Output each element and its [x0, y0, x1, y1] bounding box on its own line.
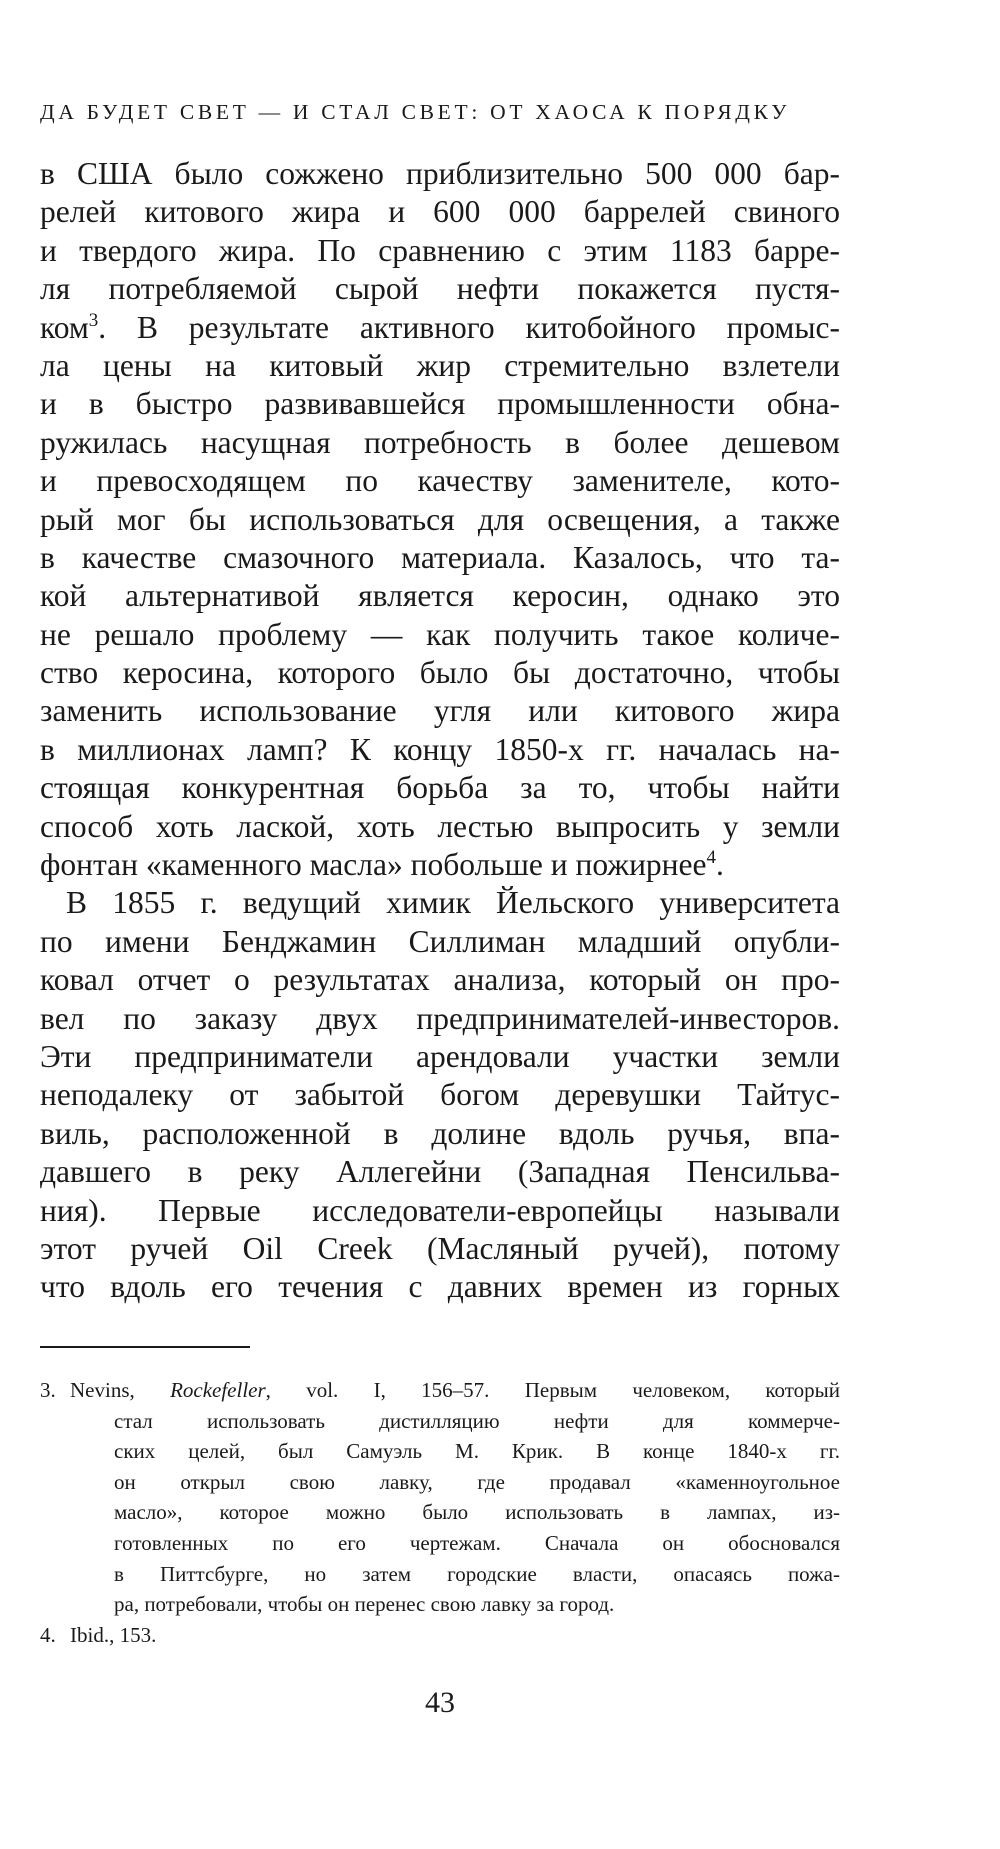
text-line: релей китового жира и 600 000 баррелей свиного: [40, 194, 840, 230]
text-line: и в быстро развивавшейся промышленности обна-: [40, 386, 840, 422]
text-line: В 1855 г. ведущий химик Йельского университета: [66, 885, 840, 921]
text-line: [40, 846, 840, 884]
text-line: ля потребляемой сырой нефти покажется пустя-: [40, 271, 840, 307]
text-line: виль, расположенной в долине вдоль ручья, впа-: [40, 1115, 840, 1151]
text-line: и твердого жира. По сравнению с этим 1183 барре-: [40, 232, 840, 268]
text-line: и превосходящем по качеству заменителе, кото-: [40, 463, 840, 499]
text-line: Эти предприниматели арендовали участки земли: [40, 1038, 840, 1074]
footnote-line: ра, потребовали, чтобы он перенес свою лавку за город.: [114, 1592, 615, 1617]
text-line: ство керосина, которого было бы достаточно, чтобы: [40, 655, 840, 691]
footnote-line: готовленных по его чертежам. Сначала он обосновался: [114, 1530, 840, 1555]
footnote-line: ских целей, был Самуэль М. Крик. В конце 1840-х гг.: [114, 1439, 840, 1464]
footnote-number: 4.: [40, 1622, 56, 1647]
running-head: ДА БУДЕТ СВЕТ — И СТАЛ СВЕТ: ОТ ХАОСА К ПОРЯДКУ: [40, 100, 791, 124]
book-title: Rockefeller: [170, 1378, 266, 1402]
text-segment: .: [716, 847, 724, 883]
footnote-number: 3.: [40, 1378, 56, 1402]
text-line: давшего в реку Аллегейни (Западная Пенсильва-: [40, 1154, 840, 1190]
text-line: ружилась насущная потребность в более дешевом: [40, 424, 840, 460]
footnote-line: [40, 1375, 840, 1406]
text-line: этот ручей Oil Creek (Масляный ручей), потому: [40, 1230, 840, 1266]
footnote-line: масло», которое можно было использовать в лампах, из-: [114, 1500, 840, 1525]
text-line: вел по заказу двух предпринимателей-инвесторов.: [40, 1000, 840, 1036]
page-number: 43: [425, 1686, 455, 1719]
text-line: не решало проблему — как получить такое количе-: [40, 616, 840, 652]
footnote-line: стал использовать дистилляцию нефти для коммерче-: [114, 1408, 840, 1433]
text-line: в США было сожжено приблизительно 500 000 бар-: [40, 156, 840, 191]
text-line: кой альтернативой является керосин, однако это: [40, 578, 840, 614]
text-segment: фонтан «каменного масла» побольше и пожирнее: [40, 847, 707, 883]
text-line: заменить использование угля или китового жира: [40, 693, 840, 729]
text-line: в миллионах ламп? К концу 1850-х гг. началась на-: [40, 731, 840, 767]
footnote-text: , vol. I, 156–57. Первым человеком, который: [265, 1378, 840, 1402]
text-line: рый мог бы использоваться для освещения, а также: [40, 501, 840, 537]
footnote-author: Nevins,: [70, 1378, 171, 1402]
footnote-divider: [40, 1346, 250, 1348]
text-line: что вдоль его течения с давних времен из горных: [40, 1269, 840, 1305]
footnote-mark-4[interactable]: 4: [706, 847, 716, 869]
footnote-4: [40, 1620, 840, 1651]
text-line: способ хоть лаской, хоть лестью выпросить у земли: [40, 808, 840, 844]
text-line: стоящая конкурентная борьба за то, чтобы найти: [40, 770, 840, 806]
text-segment: . В результате активного китобойного промыс-: [98, 309, 840, 345]
text-line: [40, 309, 840, 347]
footnote-mark-3[interactable]: 3: [88, 309, 99, 331]
text-line: ния). Первые исследователи-европейцы называли: [40, 1192, 840, 1228]
text-line: ковал отчет о результатах анализа, который он про-: [40, 962, 840, 998]
footnote-line: он открыл свою лавку, где продавал «каменноугольное: [114, 1469, 840, 1494]
text-line: ла цены на китовый жир стремительно взлетели: [40, 347, 840, 383]
footnotes: [40, 1375, 840, 1650]
text-line: по имени Бенджамин Силлиман младший опубли-: [40, 923, 840, 959]
footnote-3: [40, 1375, 840, 1620]
footnote-line: Ibid., 153.: [70, 1622, 157, 1647]
text-segment: ком: [40, 309, 89, 345]
footnote-line: в Питтсбурге, но затем городские власти, опасаясь пожа-: [114, 1561, 840, 1586]
text-line: неподалеку от забытой богом деревушки Тайтус-: [40, 1077, 840, 1113]
body-text: [40, 155, 840, 1307]
text-line: в качестве смазочного материала. Казалось, что та-: [40, 539, 840, 575]
